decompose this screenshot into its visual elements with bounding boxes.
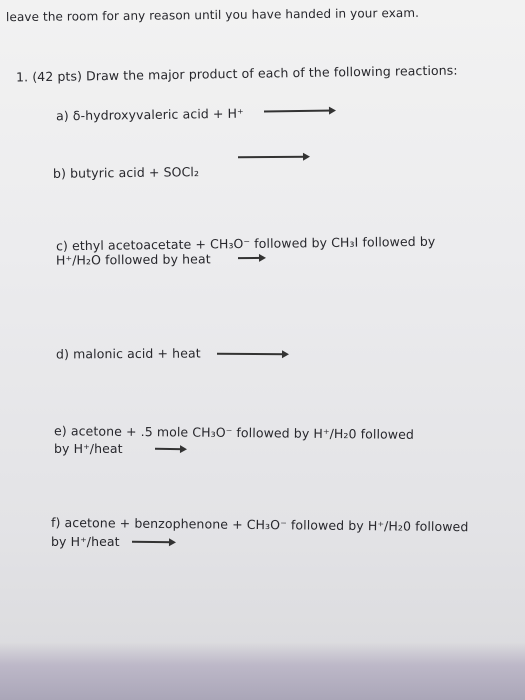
- reaction-c-line1: [56, 234, 436, 254]
- reaction-b: [53, 164, 199, 181]
- reaction-d-text: malonic acid + heat: [73, 345, 201, 362]
- question-1: [16, 63, 458, 85]
- reaction-d: [56, 345, 201, 361]
- reaction-b-label: b): [52, 165, 67, 181]
- reaction-e-label: e): [53, 423, 67, 439]
- reaction-a-text: δ-hydroxyvaleric acid + H⁺: [72, 105, 244, 124]
- reaction-d-label: d): [55, 346, 70, 362]
- question-number: 1.: [15, 69, 29, 85]
- reaction-b-text: butyric acid + SOCl₂: [70, 164, 200, 181]
- reaction-c-line2: H⁺/H₂O followed by heat: [55, 251, 211, 268]
- reaction-e-line2: by H⁺/heat: [54, 441, 123, 456]
- question-points: (42 pts): [32, 68, 83, 85]
- question-prompt: Draw the major product of each of the following reactions:: [85, 62, 458, 84]
- reaction-arrow-d: [217, 349, 287, 359]
- reaction-c-label: c): [55, 238, 69, 254]
- reaction-e-line1: [54, 423, 414, 442]
- reaction-arrow-f: [132, 537, 174, 548]
- reaction-arrow-c: [238, 253, 264, 263]
- header-instruction: leave the room for any reason until you have handed in your exam.: [5, 5, 420, 25]
- reaction-e-text: acetone + .5 mole CH₃O⁻ followed by H⁺/H₂0 followed: [70, 423, 415, 442]
- reaction-c-text: ethyl acetoacetate + CH₃O⁻ followed by CH₃I followed by: [71, 233, 436, 254]
- reaction-f-label: f): [50, 514, 61, 530]
- reaction-a-label: a): [55, 108, 69, 124]
- page-shadow: [0, 642, 525, 700]
- reaction-arrow-a: [264, 106, 334, 117]
- reaction-arrow-e: [155, 444, 185, 454]
- reaction-f-line2: by H⁺/heat: [51, 534, 120, 549]
- reaction-f-line1: [51, 515, 469, 534]
- reaction-arrow-b: [238, 152, 308, 163]
- reaction-a: [56, 106, 244, 124]
- reaction-f-text: acetone + benzophenone + CH₃O⁻ followed by H⁺/H₂0 followed: [64, 514, 469, 535]
